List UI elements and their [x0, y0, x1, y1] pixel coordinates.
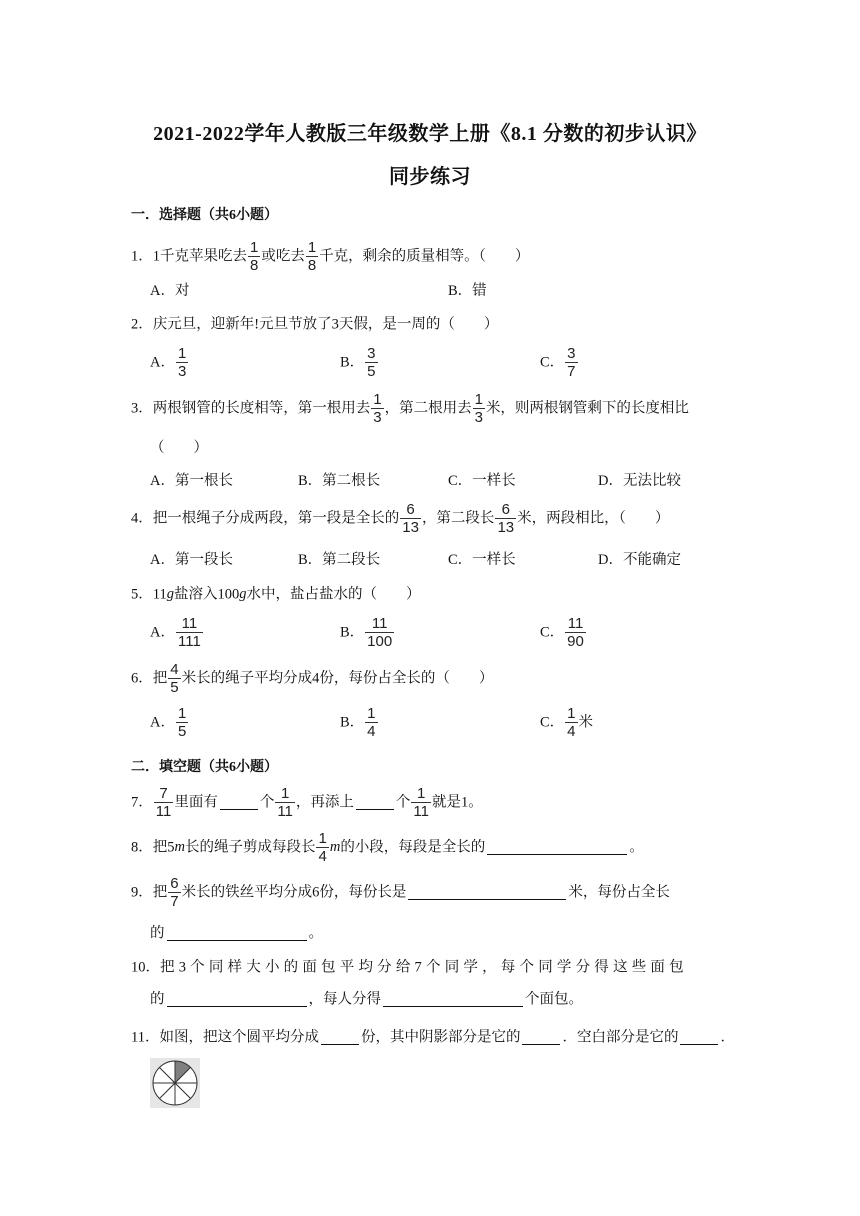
question-number: 8．: [131, 839, 153, 856]
option-label: C．: [540, 354, 565, 371]
fraction-denominator: 11: [413, 803, 429, 820]
question-number: 5．: [131, 586, 153, 603]
fraction-denominator: 5: [177, 723, 187, 740]
question-text: 11: [152, 586, 167, 603]
fraction: [176, 706, 188, 739]
fraction-numerator: 11: [567, 615, 584, 632]
section-choice-heading: 一．选择题（共6小题）: [131, 208, 278, 223]
question-text: 。: [629, 839, 644, 856]
option-c[interactable]: [540, 346, 579, 379]
fraction-numerator: 1: [177, 345, 187, 362]
option-label: A．: [150, 714, 175, 731]
question-text: 个面包。: [525, 991, 583, 1008]
fraction-numerator: 11: [181, 615, 198, 632]
answer-blank[interactable]: [522, 1030, 560, 1045]
unit-meter: m: [174, 838, 185, 855]
divided-circle-figure: [150, 1058, 200, 1108]
option-a[interactable]: [150, 616, 204, 649]
fraction: [176, 616, 203, 649]
fraction-denominator: 3: [373, 409, 382, 426]
fraction: [495, 502, 516, 535]
unit-meter: m: [329, 838, 341, 855]
question-text: ．空白部分是它的: [562, 1029, 679, 1046]
fraction: [275, 786, 295, 819]
fraction: [371, 392, 383, 425]
question-text: 米，每份占全长: [568, 884, 670, 901]
question-text: 水中，盐占盐水的（ ）: [246, 586, 421, 603]
fraction-denominator: 13: [402, 519, 419, 536]
answer-blank[interactable]: [220, 795, 258, 810]
fraction-denominator: 4: [318, 848, 327, 865]
question-text: 的: [150, 991, 165, 1008]
fraction: [473, 392, 485, 425]
fraction-numerator: 1: [367, 705, 376, 722]
option-a[interactable]: [150, 706, 189, 739]
question-text: 就是1。: [431, 794, 483, 811]
question-text: 。: [308, 925, 323, 942]
fraction-denominator: 13: [497, 519, 515, 536]
question-text: 或吃去: [261, 248, 305, 265]
fraction-numerator: 11: [371, 615, 388, 632]
fraction-denominator: 8: [250, 257, 259, 274]
fraction: [365, 706, 377, 739]
question-text: 长的绳子剪成每段长: [184, 839, 316, 856]
question-text: 米，则两根钢管剩下的长度相比: [485, 400, 689, 417]
fraction: [168, 662, 180, 695]
question-3-answer-paren: （ ）: [150, 440, 208, 456]
question-text: 把一根绳子分成两段，第一段是全长的: [152, 510, 400, 527]
fraction: [400, 502, 421, 535]
fraction-denominator: 7: [170, 893, 179, 910]
option-a[interactable]: A．对: [150, 283, 190, 299]
answer-blank[interactable]: [383, 992, 523, 1007]
question-9: [131, 876, 670, 909]
option-label: B．: [340, 354, 365, 371]
option-b[interactable]: [340, 346, 379, 379]
question-6: [131, 662, 493, 695]
question-text: 把3个同样大小的面包平均分给7个同学，每个同学分得这些面包: [160, 959, 688, 976]
option-d[interactable]: D．无法比较: [598, 473, 681, 489]
option-c[interactable]: [540, 616, 587, 649]
question-4: [131, 502, 669, 535]
option-c[interactable]: [540, 706, 593, 739]
fraction-denominator: 7: [567, 363, 576, 380]
question-text: 庆元旦，迎新年!元旦节放了3天假，是一周的（ ）: [152, 316, 499, 333]
option-c[interactable]: C．一样长: [448, 552, 516, 568]
fraction-numerator: 1: [307, 239, 317, 256]
question-text: 的: [150, 925, 165, 942]
question-number: 7．: [131, 794, 153, 811]
option-a[interactable]: A．第一根长: [150, 473, 233, 489]
option-label: B．: [340, 714, 365, 731]
option-label: A．: [150, 624, 175, 641]
question-text: 米，两段相比，（ ）: [517, 510, 670, 527]
fraction-numerator: 6: [501, 501, 510, 518]
fraction-numerator: 6: [406, 501, 415, 518]
fraction: [565, 346, 577, 379]
option-label: C．: [540, 714, 565, 731]
fraction-denominator: 3: [177, 363, 187, 380]
answer-blank[interactable]: [356, 795, 394, 810]
fraction: [168, 876, 180, 909]
question-text: ，再添上: [295, 794, 354, 811]
fraction: [565, 706, 577, 739]
unit-gram: g: [239, 586, 247, 602]
question-2: [131, 317, 498, 332]
fraction-denominator: 11: [155, 803, 172, 820]
question-text: 千克，剩余的质量相等。（ ）: [319, 248, 530, 265]
fraction: [365, 616, 394, 649]
fraction-numerator: 1: [280, 785, 290, 802]
option-label: A．: [150, 354, 175, 371]
fraction-numerator: 4: [170, 661, 179, 678]
title-line-1: 2021-2022学年人教版三年级数学上册《8.1 分数的初步认识》: [153, 123, 707, 145]
fraction-denominator: 5: [367, 363, 376, 380]
fraction-denominator: 5: [170, 679, 179, 696]
question-text: 盐溶入100: [173, 586, 240, 603]
question-text: 的小段，每段是全长的: [340, 839, 486, 856]
question-text: 如图，把这个圆平均分成: [159, 1029, 319, 1046]
option-b[interactable]: B．错: [448, 283, 487, 299]
question-text: ．: [720, 1029, 735, 1046]
question-3: [131, 392, 689, 425]
fraction: [411, 786, 431, 819]
answer-blank[interactable]: [167, 926, 307, 941]
fraction: [306, 240, 318, 273]
option-b[interactable]: [340, 616, 395, 649]
question-text: 两根钢管的长度相等，第一根用去: [152, 400, 371, 417]
fraction-numerator: 3: [567, 345, 576, 362]
answer-blank[interactable]: [167, 992, 307, 1007]
question-number: 9．: [131, 884, 153, 901]
option-b[interactable]: B．第二根长: [298, 473, 381, 489]
option-label: B．: [340, 624, 365, 641]
question-text: 份，其中阴影部分是它的: [360, 1029, 521, 1046]
circle-segments: [153, 1061, 197, 1105]
answer-blank[interactable]: [487, 840, 627, 855]
fraction-denominator: 4: [367, 723, 376, 740]
fraction-numerator: 1: [250, 239, 259, 256]
fraction-denominator: 8: [307, 257, 317, 274]
fraction: [248, 240, 260, 273]
question-7: [131, 786, 483, 819]
fraction: [176, 346, 188, 379]
option-b[interactable]: [340, 706, 379, 739]
question-9-line-2: [150, 926, 323, 941]
fraction-denominator: 3: [474, 409, 483, 426]
question-text: 米长的铁丝平均分成6份，每份长是: [181, 884, 407, 901]
question-text: 把5: [152, 839, 175, 856]
question-5: [131, 587, 420, 602]
answer-blank[interactable]: [321, 1030, 359, 1045]
fraction-numerator: 1: [474, 391, 483, 408]
question-text: 1千克苹果吃去: [152, 248, 247, 265]
question-text: ，第二根用去: [384, 400, 472, 417]
question-number: 4．: [131, 510, 153, 527]
question-11: [131, 1030, 735, 1045]
option-a[interactable]: A．第一段长: [150, 552, 233, 568]
question-number: 1．: [131, 248, 153, 265]
question-number: 6．: [131, 670, 153, 687]
fraction: [316, 831, 328, 864]
question-text: ，第二段长: [421, 510, 495, 527]
question-text: ，每人分得: [308, 991, 381, 1008]
question-8: [131, 831, 644, 864]
answer-blank[interactable]: [408, 885, 566, 900]
fraction-numerator: 1: [318, 830, 327, 847]
question-text: 把: [152, 884, 168, 901]
option-a[interactable]: [150, 346, 189, 379]
fraction: [365, 346, 377, 379]
fraction-numerator: 1: [177, 705, 187, 722]
fraction-denominator: 100: [367, 633, 393, 650]
question-number: 3．: [131, 400, 153, 417]
option-c[interactable]: C．一样长: [448, 473, 516, 489]
fraction-denominator: 4: [567, 723, 576, 740]
question-text: 个: [395, 794, 411, 811]
fraction-denominator: 11: [277, 803, 293, 820]
fraction: [565, 616, 586, 649]
question-number: 10．: [131, 959, 160, 976]
question-1: [131, 240, 529, 273]
question-10-line-2: [150, 992, 583, 1007]
fraction-numerator: 1: [417, 785, 426, 802]
question-text: 个: [259, 794, 275, 811]
unit-meter: 米: [578, 714, 594, 731]
fraction-numerator: 1: [373, 391, 382, 408]
answer-blank[interactable]: [680, 1030, 718, 1045]
unit-gram: g: [166, 586, 174, 602]
title-line-2: 同步练习: [389, 166, 471, 188]
fraction-denominator: 111: [177, 633, 201, 650]
fraction-numerator: 7: [159, 785, 168, 802]
fraction-numerator: 1: [567, 705, 576, 722]
question-number: 11．: [131, 1029, 160, 1046]
question-number: 2．: [131, 316, 153, 333]
fraction-numerator: 3: [367, 345, 376, 362]
fraction: [154, 786, 174, 819]
option-d[interactable]: D．不能确定: [598, 552, 681, 568]
fraction-numerator: 6: [170, 875, 179, 892]
fraction-denominator: 90: [567, 633, 584, 650]
option-b[interactable]: B．第二段长: [298, 552, 381, 568]
question-10: [131, 960, 688, 975]
question-text: 里面有: [174, 794, 218, 811]
question-text: 把: [152, 670, 168, 687]
section-fill-heading: 二．填空题（共6小题）: [131, 760, 278, 775]
option-label: C．: [540, 624, 565, 641]
question-text: 米长的绳子平均分成4份，每份占全长的（ ）: [181, 670, 494, 687]
